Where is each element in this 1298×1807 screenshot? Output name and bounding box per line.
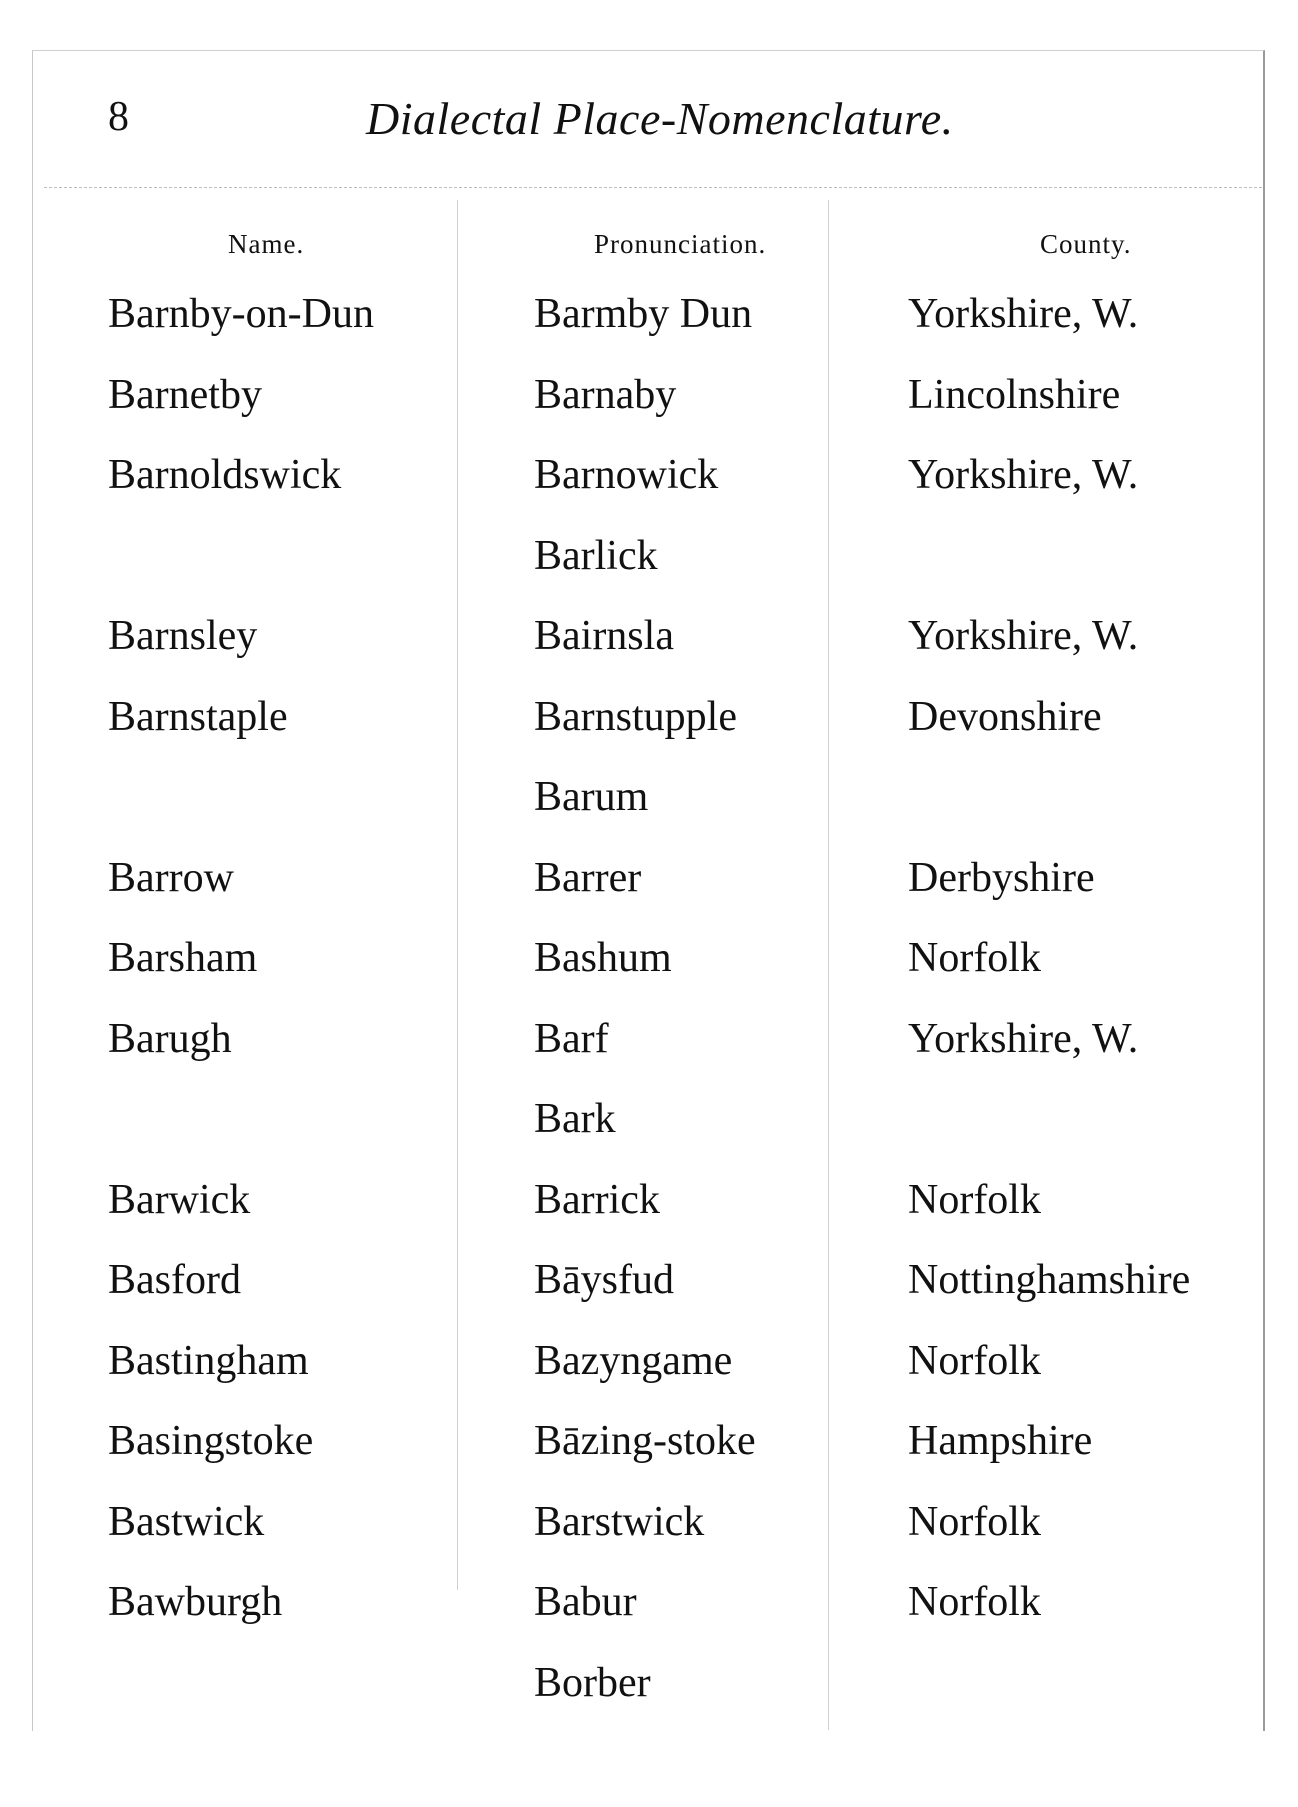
county-cell: Norfolk (908, 1579, 1041, 1625)
county-cell: Nottinghamshire (908, 1257, 1191, 1303)
place-name-cell: Basford (108, 1257, 241, 1303)
pronunciation-cell: Bashum (534, 935, 672, 981)
table-row (0, 1331, 1298, 1412)
place-name-cell: Barnsley (108, 613, 258, 659)
place-name-cell: Barugh (108, 1015, 232, 1062)
county-cell: Derbyshire (908, 854, 1095, 901)
column-header-name: Name. (228, 229, 305, 259)
county-cell: Hampshire (908, 1418, 1093, 1464)
place-name-cell: Bastwick (108, 1498, 265, 1545)
page-title: Dialectal Place-Nomenclature. (366, 93, 954, 144)
column-header-county: County. (1040, 229, 1132, 259)
column-header-pronunciation: Pronunciation. (594, 229, 767, 259)
table-row (0, 1411, 1298, 1492)
pronunciation-cell: Bark (534, 1096, 616, 1142)
table-row (0, 848, 1298, 929)
county-cell: Lincolnshire (908, 371, 1121, 418)
table-row (0, 1492, 1298, 1573)
table-row (0, 1009, 1298, 1090)
county-cell: Norfolk (908, 1498, 1041, 1545)
place-name-cell: Barwick (108, 1176, 251, 1223)
county-cell: Yorkshire, W. (908, 291, 1139, 337)
pronunciation-cell: Barrick (534, 1176, 660, 1223)
pronunciation-cell: Barnstupple (534, 693, 737, 740)
county-cell: Norfolk (908, 935, 1041, 981)
place-name-cell: Barrow (108, 854, 234, 901)
pronunciation-cell: Barnowick (534, 452, 719, 498)
table-row (0, 1250, 1298, 1331)
county-cell: Yorkshire, W. (908, 613, 1139, 659)
place-name-cell: Basingstoke (108, 1418, 314, 1464)
place-name-cell: Barnby-on-Dun (108, 291, 374, 337)
county-cell: Norfolk (908, 1176, 1041, 1223)
table-row (0, 687, 1298, 768)
county-cell: Norfolk (908, 1337, 1041, 1384)
header-rule (44, 187, 1262, 188)
pronunciation-cell: Barrer (534, 854, 642, 901)
county-cell: Yorkshire, W. (908, 1015, 1139, 1062)
table-row (0, 284, 1298, 365)
table-row (0, 928, 1298, 1009)
place-name-cell: Barnetby (108, 371, 262, 418)
table-row (0, 1572, 1298, 1653)
county-cell: Yorkshire, W. (908, 452, 1139, 498)
place-name-cell: Barsham (108, 935, 258, 981)
pronunciation-cell: Barstwick (534, 1498, 705, 1545)
page-number: 8 (108, 94, 129, 140)
pronunciation-cell: Bazyngame (534, 1337, 733, 1384)
table-row (0, 1653, 1298, 1734)
table-row (0, 606, 1298, 687)
place-name-cell: Barnstaple (108, 693, 288, 740)
place-name-cell: Bastingham (108, 1337, 309, 1384)
pronunciation-cell: Bāysfud (534, 1257, 674, 1303)
table-row (0, 445, 1298, 526)
place-name-cell: Barnoldswick (108, 452, 342, 498)
table-row (0, 526, 1298, 607)
pronunciation-cell: Borber (534, 1659, 651, 1706)
pronunciation-cell: Barf (534, 1015, 609, 1062)
table-row (0, 1089, 1298, 1170)
table-row (0, 767, 1298, 848)
pronunciation-cell: Barlick (534, 532, 658, 579)
place-name-cell: Bawburgh (108, 1579, 283, 1625)
pronunciation-cell: Barnaby (534, 371, 677, 418)
pronunciation-cell: Barum (534, 774, 649, 820)
table-row (0, 1170, 1298, 1251)
place-name-table (0, 284, 1298, 1733)
pronunciation-cell: Bāzing-stoke (534, 1418, 756, 1464)
table-row (0, 365, 1298, 446)
pronunciation-cell: Bairnsla (534, 613, 674, 659)
pronunciation-cell: Barmby Dun (534, 291, 753, 337)
pronunciation-cell: Babur (534, 1579, 637, 1625)
county-cell: Devonshire (908, 693, 1102, 740)
